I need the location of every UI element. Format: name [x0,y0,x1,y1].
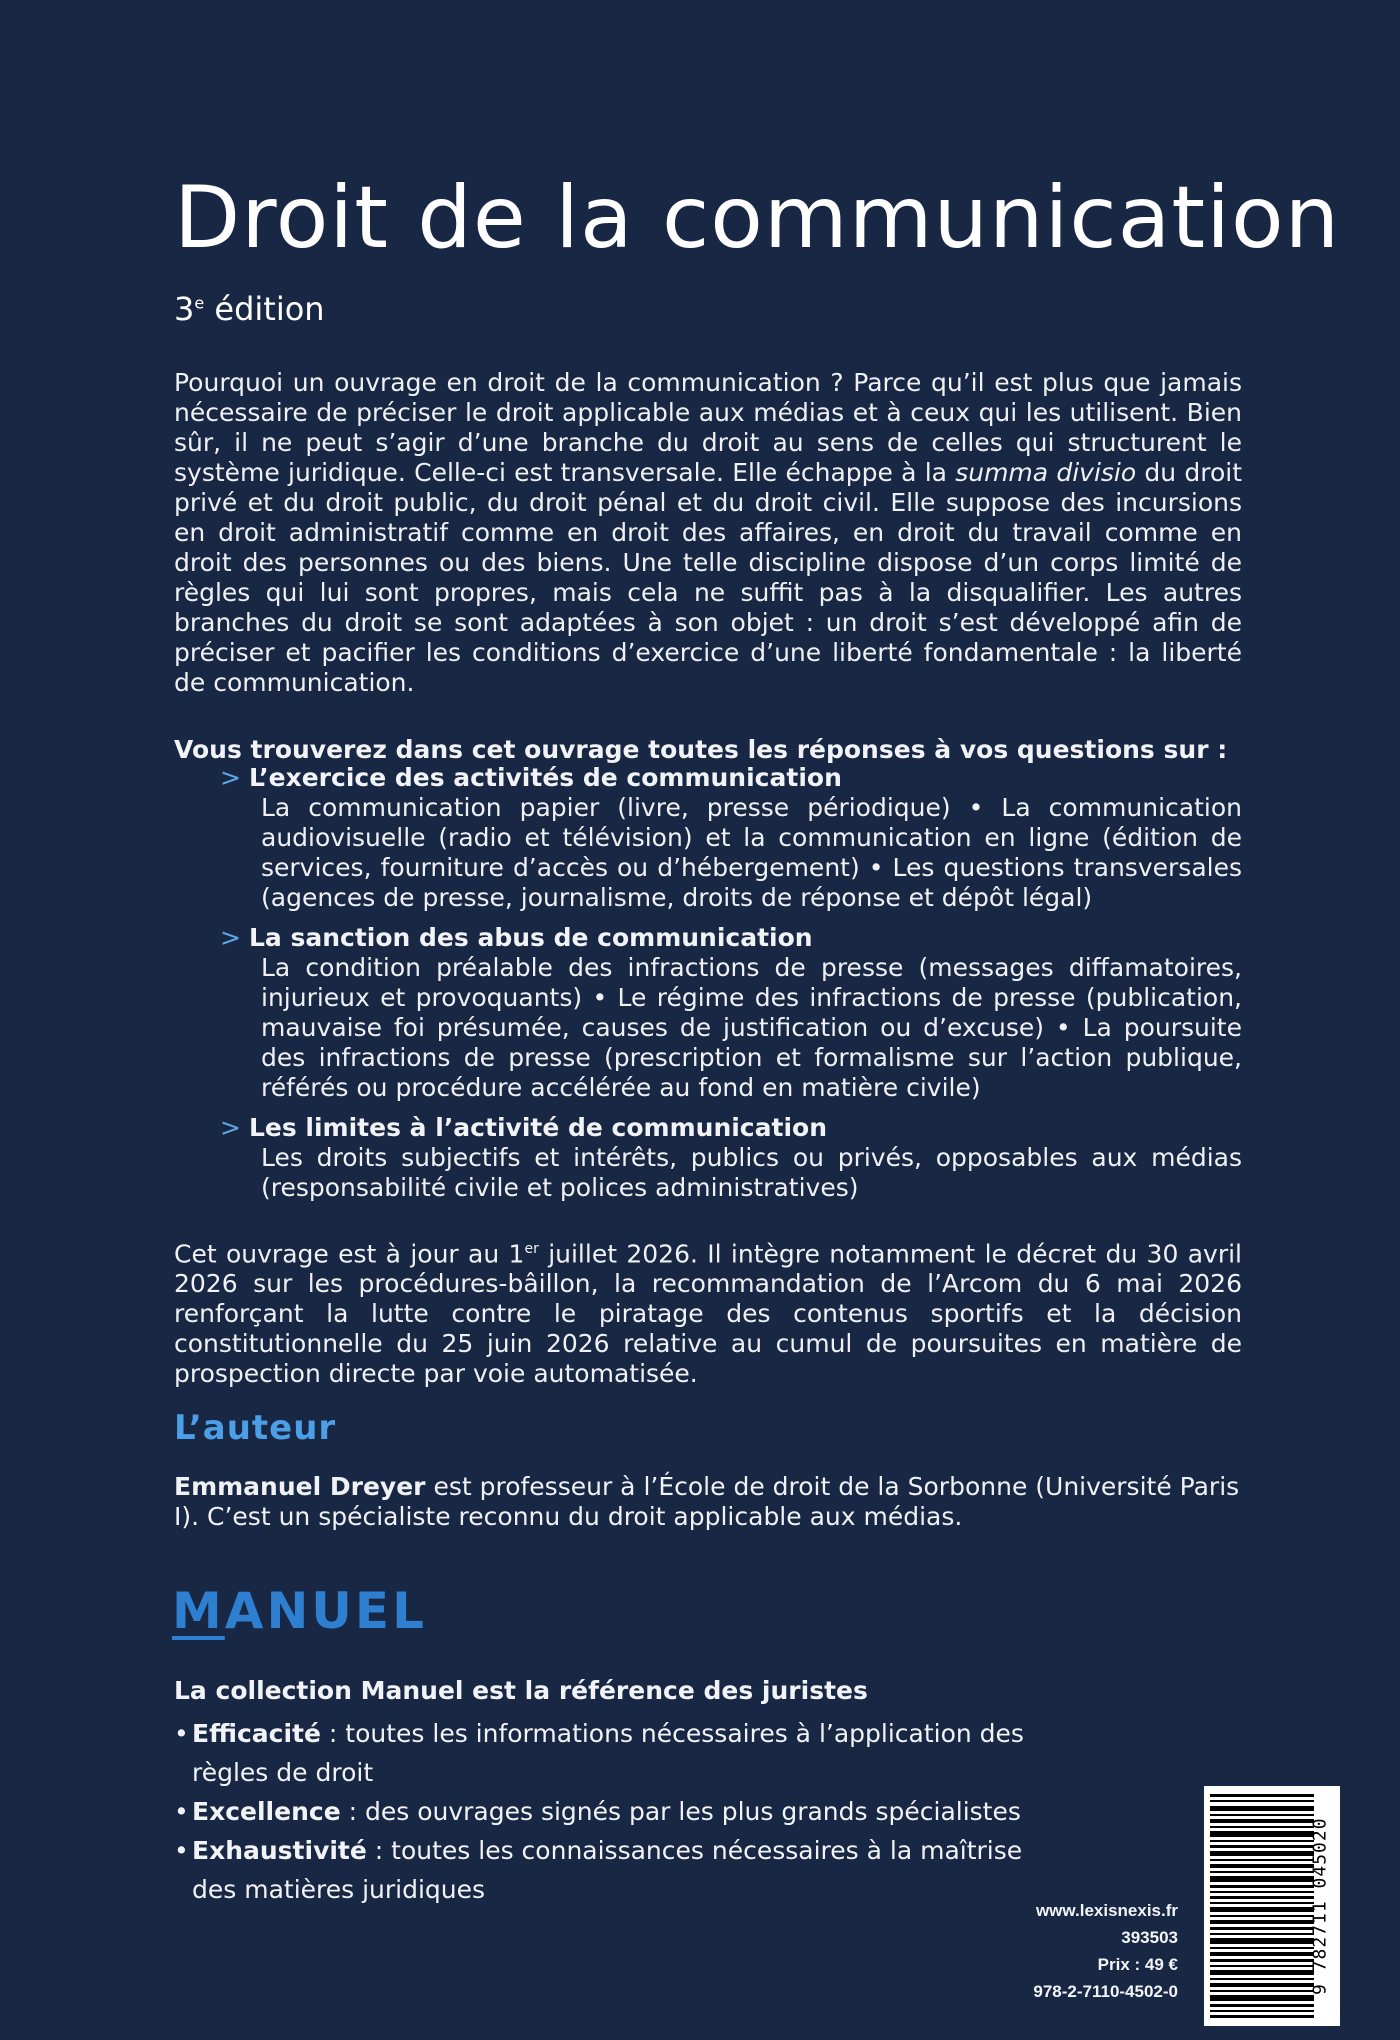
topic-item [220,763,1242,913]
bullet-term: Exhaustivité [192,1836,367,1865]
price-label: Prix : 49 € [1097,1955,1178,1974]
bullet-icon: • [174,1719,189,1748]
topics-list [220,763,1242,1213]
author-bio [174,1472,1242,1532]
author-name: Emmanuel Dreyer [174,1472,426,1501]
topics-lead: Vous trouverez dans cet ouvrage toutes les réponses à vos questions sur : [174,735,1228,764]
topic-heading [220,923,1242,953]
publisher-info [1033,1897,1178,2005]
product-code: 393503 [1121,1928,1178,1947]
topic-item [220,1113,1242,1203]
list-item [174,1714,1074,1792]
bullet-text: : toutes les informations nécessaires à l’application des règles de droit [192,1719,1024,1787]
topic-description: La communication papier (livre, presse périodique) • La communication audiovisuelle (radio et télévision) et la communication en ligne (édition de services, fourniture d’accès ou d’hébergement) • Les questions transversales (agences de presse, journalisme, droits de réponse et dépôt légal) [261,793,1242,912]
edition-superscript: e [194,293,205,313]
intro-text-end: du droit privé et du droit public, du droit pénal et du droit civil. Elle suppose des incursions en droit administratif comme en droit des affaires, en droit du travail comme en droit des personnes ou des biens. Une telle discipline dispose d’un corps limité de règles qui lui sont propres, mais cela ne suffit pas à la disqualifier. Les autres branches du droit se sont adaptées à son objet : un droit s’est développé afin de préciser et pacifier les conditions d’exercice d’une liberté fondamentale : la liberté de communication. [174,458,1243,697]
bullet-text: : toutes les connaissances nécessaires à la maîtrise des matières juridiques [192,1836,1023,1904]
intro-italic: summa divisio [955,458,1137,487]
update-superscript: er [524,1241,539,1257]
topic-heading [220,1113,1242,1143]
topic-heading-text: La sanction des abus de communication [248,923,813,952]
collection-bullets [174,1714,1074,1909]
bullet-text: : des ouvrages signés par les plus grands spécialistes [340,1797,1021,1826]
publisher-website: www.lexisnexis.fr [1035,1901,1178,1920]
chevron-right-icon: > [220,763,241,792]
barcode [1204,1786,1340,2026]
topic-heading-text: L’exercice des activités de communication [248,763,842,792]
update-text-end: juillet 2026. Il intègre notamment le décret du 30 avril 2026 sur les procédures-bâillon, la recommandation de l’Arcom du 6 mai 2026 renforçant la lutte contre le piratage des contenus sportifs et la décision constitutionnelle du 25 juin 2026 relative au cumul de poursuites en matière de prospection directe par voie automatisée. [174,1239,1242,1389]
list-item [174,1792,1074,1831]
bullet-icon: • [174,1797,189,1826]
bullet-term: Efficacité [192,1719,321,1748]
barcode-digits: 9 782711 045020 [1309,1817,1331,1995]
manuel-logo [172,1582,427,1640]
intro-text-start: Pourquoi un ouvrage en droit de la communication ? Parce qu’il est plus que jamais nécessaire de préciser le droit applicable aux médias et à ceux qui les utilisent. Bien sûr, il ne peut s’agir d’une branche du droit au sens de celles qui structurent le système juridique. Celle-ci est transversale. Elle échappe à la [174,368,1242,487]
author-heading: L’auteur [174,1408,337,1448]
list-item [174,1831,1074,1909]
barcode-bars-icon [1210,1794,1314,2018]
logo-rest: ANUEL [224,1582,427,1640]
book-title: Droit de la communication [174,168,1341,268]
edition-number: 3 [174,290,195,328]
topic-item [220,923,1242,1103]
topic-description: Les droits subjectifs et intérêts, publics ou privés, opposables aux médias (responsabilité civile et polices administratives) [261,1143,1242,1202]
topic-heading [220,763,1242,793]
bullet-term: Excellence [192,1797,341,1826]
topic-description: La condition préalable des infractions de presse (messages diffamatoires, injurieux et provoquants) • Le régime des infractions de presse (publication, mauvaise foi présumée, causes de justification ou d’excuse) • La poursuite des infractions de presse (prescription et formalisme sur l’action publique, référés ou procédure accélérée au fond en matière civile) [261,953,1242,1102]
edition-label [174,290,325,328]
update-text-start: Cet ouvrage est à jour au 1 [174,1239,525,1269]
chevron-right-icon: > [220,923,241,952]
edition-word: édition [204,290,325,328]
chevron-right-icon: > [220,1113,241,1142]
logo-first-letter: M [172,1582,225,1640]
update-paragraph [174,1234,1242,1389]
isbn-label: 978-2-7110-4502-0 [1033,1982,1178,2001]
collection-title: La collection Manuel est la référence des juristes [174,1676,868,1705]
author-bio-text: est professeur à l’École de droit de la Sorbonne (Université Paris I). C’est un spécialiste reconnu du droit applicable aux médias. [174,1472,1240,1531]
topic-heading-text: Les limites à l’activité de communication [248,1113,827,1142]
bullet-icon: • [174,1836,189,1865]
intro-paragraph [174,368,1242,698]
